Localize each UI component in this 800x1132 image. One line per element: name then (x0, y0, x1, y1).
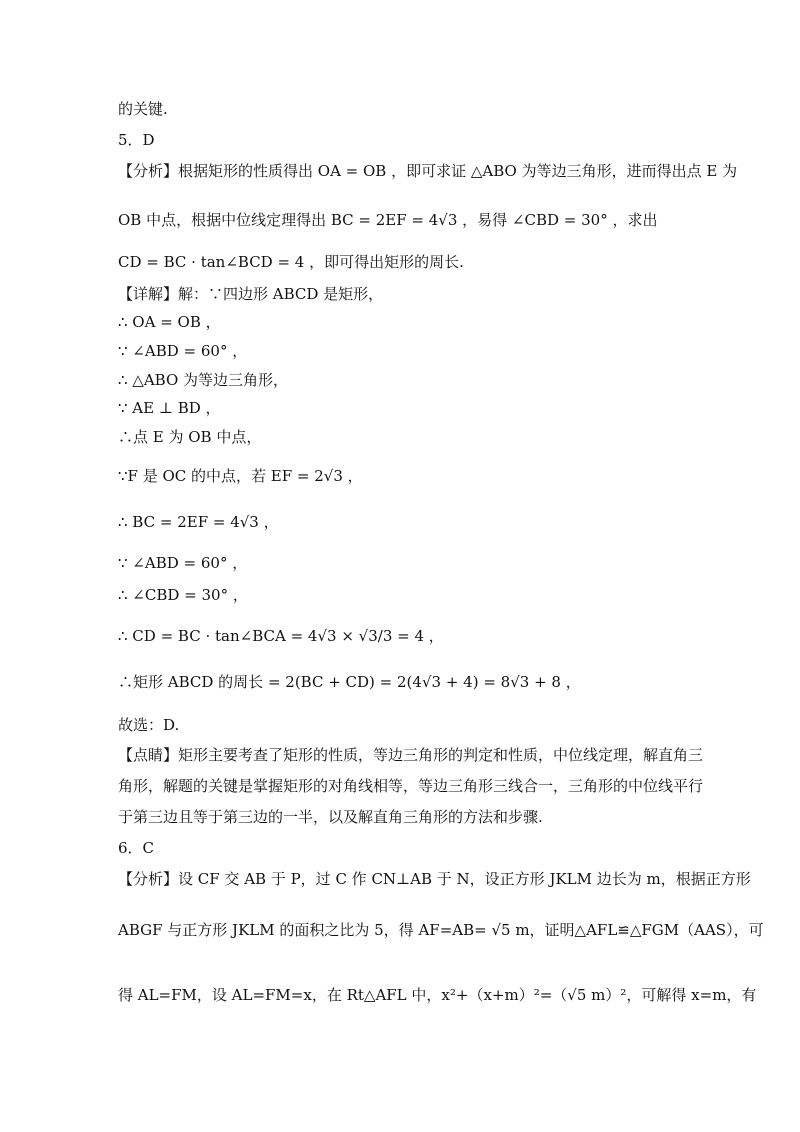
solution-5-line-1: 【详解】解：∵四边形 ABCD 是矩形， (118, 285, 384, 303)
analysis-6-line-2: ABGF 与正方形 JKLM 的面积之比为 5，得 AF=AB= √5 m，证明△AFL≌△FGM（AAS），可 (118, 921, 764, 939)
analysis-6-line-3: 得 AL=FM，设 AL=FM=x，在 Rt△AFL 中，x²+（x+m）²=（√5 m）²，可解得 x=m，有 (118, 986, 757, 1004)
answer-6-heading: 6．C (118, 839, 155, 857)
comment-5-line-2: 角形，解题的关键是掌握矩形的对角线相等，等边三角形三线合一，三角形的中位线平行 (118, 777, 704, 795)
solution-5-line-7: ∵F 是 OC 的中点，若 EF = 2√3 ， (118, 467, 363, 485)
solution-5-line-4: ∴ △ABO 为等边三角形， (118, 371, 289, 389)
solution-5-line-8: ∴ BC = 2EF = 4√3 ， (118, 513, 279, 531)
solution-5-line-5: ∵ AE ⊥ BD ， (118, 399, 221, 417)
solution-5-line-2: ∴ OA = OB ， (118, 313, 221, 331)
analysis-5-line-3: CD = BC · tan∠BCD = 4 ，即可得出矩形的周长. (118, 253, 464, 271)
solution-5-line-12: ∴矩形 ABCD 的周长 = 2(BC + CD) = 2(4√3 + 4) = 8√3 + 8 ， (118, 673, 581, 691)
solution-5-line-10: ∴ ∠CBD = 30° ， (118, 586, 248, 604)
solution-5-line-3: ∵ ∠ABD = 60° ， (118, 342, 248, 360)
analysis-5-line-1: 【分析】根据矩形的性质得出 OA = OB ，即可求证 △ABO 为等边三角形，进而得出点 E 为 (118, 162, 738, 180)
answer-5-heading: 5．D (118, 131, 155, 149)
analysis-6-line-1: 【分析】设 CF 交 AB 于 P，过 C 作 CN⊥AB 于 N，设正方形 JKLM 边长为 m，根据正方形 (118, 870, 751, 888)
choice-5: 故选：D. (118, 716, 180, 734)
comment-5-line-3: 于第三边且等于第三边的一半，以及解直角三角形的方法和步骤. (118, 808, 543, 826)
comment-5-line-1: 【点睛】矩形主要考查了矩形的性质，等边三角形的判定和性质，中位线定理，解直角三 (118, 746, 704, 764)
solution-5-line-9: ∵ ∠ABD = 60° ， (118, 554, 248, 572)
analysis-5-line-2: OB 中点，根据中位线定理得出 BC = 2EF = 4√3 ，易得 ∠CBD = 30° ，求出 (118, 211, 658, 229)
solution-5-line-6: ∴点 E 为 OB 中点， (118, 428, 262, 446)
solution-5-line-11: ∴ CD = BC · tan∠BCA = 4√3 × √3/3 = 4 ， (118, 627, 444, 645)
text-line-1: 的关键. (118, 100, 168, 118)
